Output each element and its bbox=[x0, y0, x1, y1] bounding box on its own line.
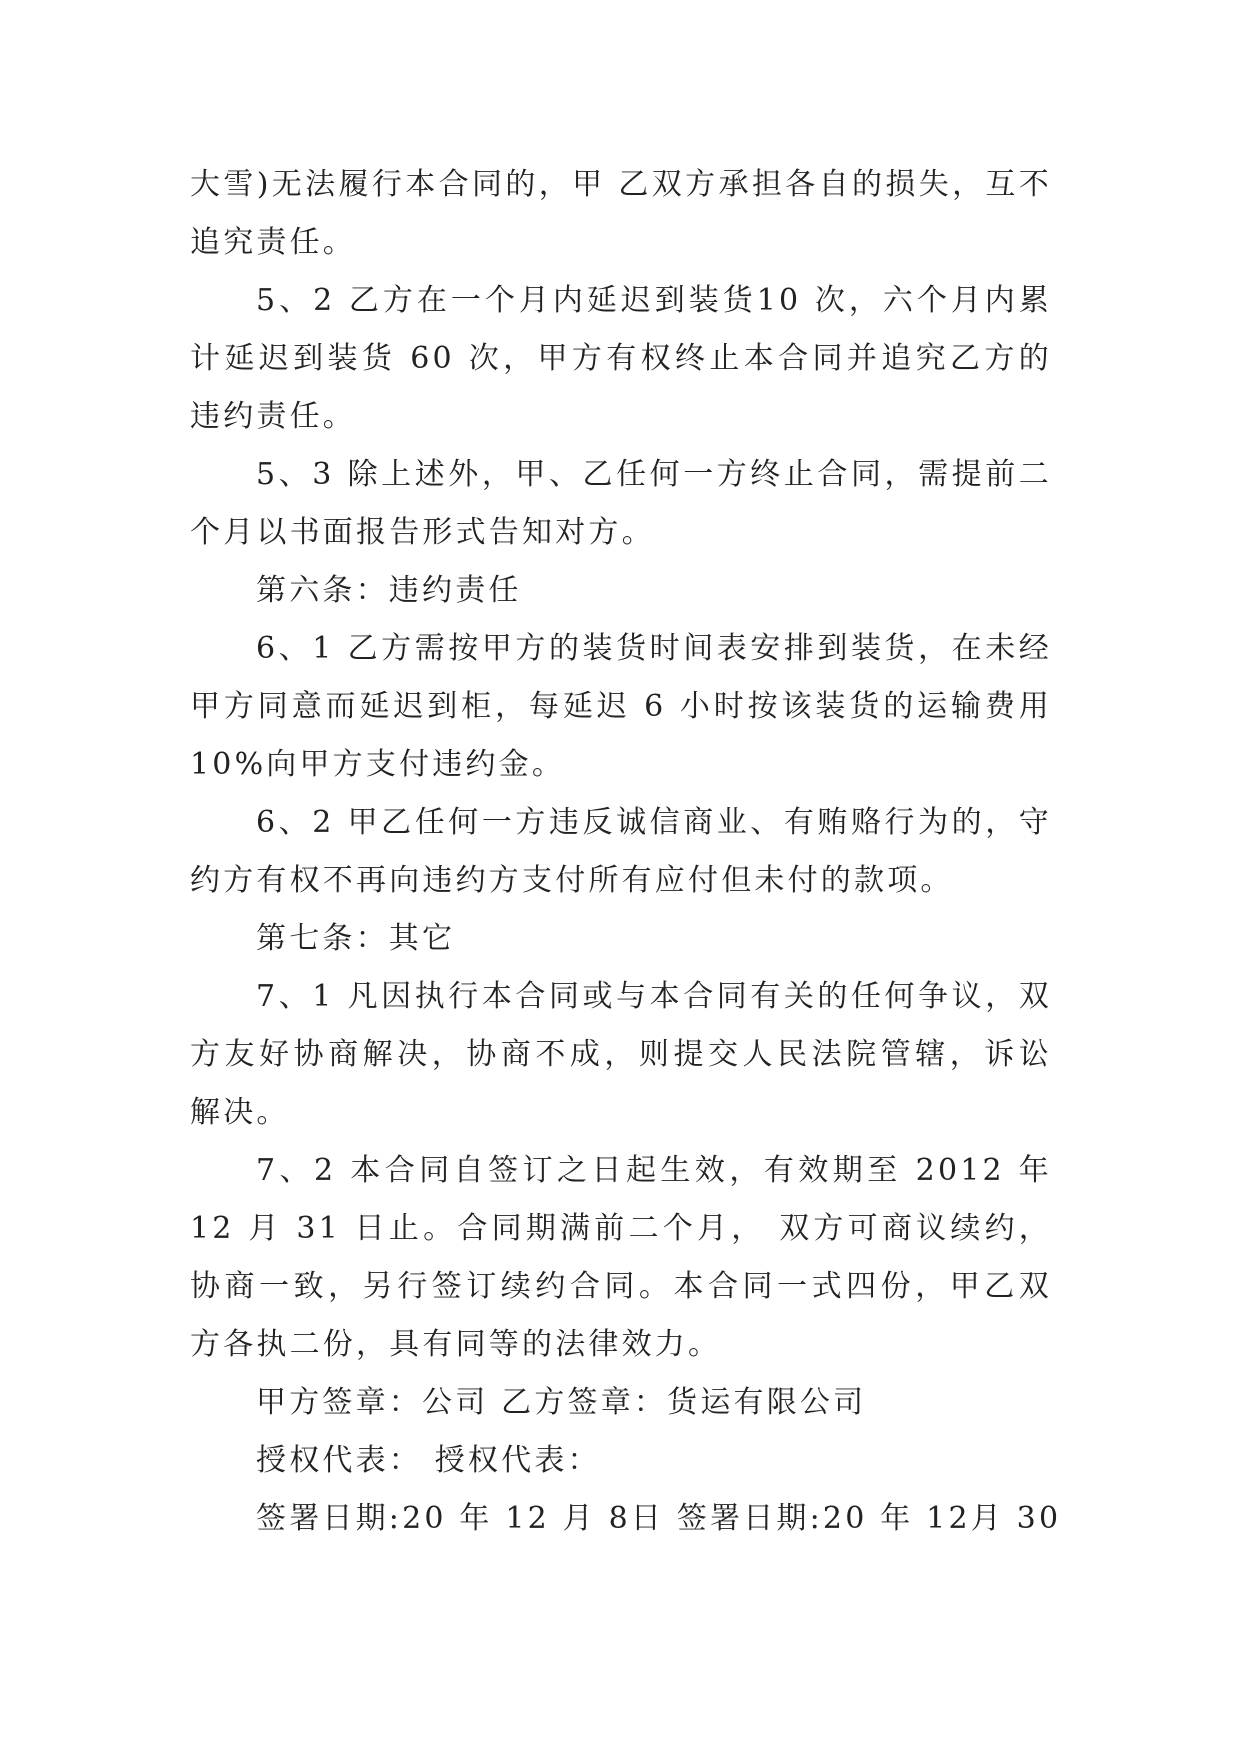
paragraph-clause-6-1: 6、1 乙方需按甲方的装货时间表安排到装货，在未经甲方同意而延迟到柜，每延迟 6 小时按该装货的运输费用10%向甲方支付违约金。 bbox=[190, 631, 1052, 782]
paragraph-clause-5-3: 5、3 除上述外，甲、乙任何一方终止合同，需提前二个月以书面报告形式告知对方。 bbox=[190, 457, 1052, 550]
paragraph-clause-5-2: 5、2 乙方在一个月内延迟到装货10 次，六个月内累计延迟到装货 60 次，甲方有权终止本合同并追究乙方的违约责任。 bbox=[190, 283, 1052, 434]
heading-article-6: 第六条：违约责任 bbox=[256, 573, 522, 608]
heading-article-7: 第七条：其它 bbox=[256, 921, 456, 956]
paragraph-clause-6-2: 6、2 甲乙任何一方违反诚信商业、有贿赂行为的，守约方有权不再向违约方支付所有应付但未付的款项。 bbox=[190, 805, 1052, 898]
paragraph-clause-7-1: 7、1 凡因执行本合同或与本合同有关的任何争议，双方友好协商解决，协商不成，则提交人民法院管辖，诉讼解决。 bbox=[190, 979, 1052, 1130]
signature-dates-line: 签署日期:20 年 12 月 8日 签署日期:20 年 12月 30 bbox=[256, 1501, 1062, 1536]
signature-representatives-line: 授权代表： 授权代表： bbox=[256, 1443, 601, 1478]
signature-parties-line: 甲方签章：公司 乙方签章：货运有限公司 bbox=[256, 1385, 867, 1420]
paragraph-force-majeure-tail: 大雪)无法履行本合同的，甲 乙双方承担各自的损失，互不追究责任。 bbox=[190, 167, 1052, 260]
document-body bbox=[190, 156, 1062, 1548]
paragraph-clause-7-2: 7、2 本合同自签订之日起生效，有效期至 2012 年 12 月 31 日止。合同期满前二个月， 双方可商议续约，协商一致，另行签订续约合同。本合同一式四份，甲乙双方各执二份，具有同等的法律效力。 bbox=[190, 1153, 1052, 1362]
